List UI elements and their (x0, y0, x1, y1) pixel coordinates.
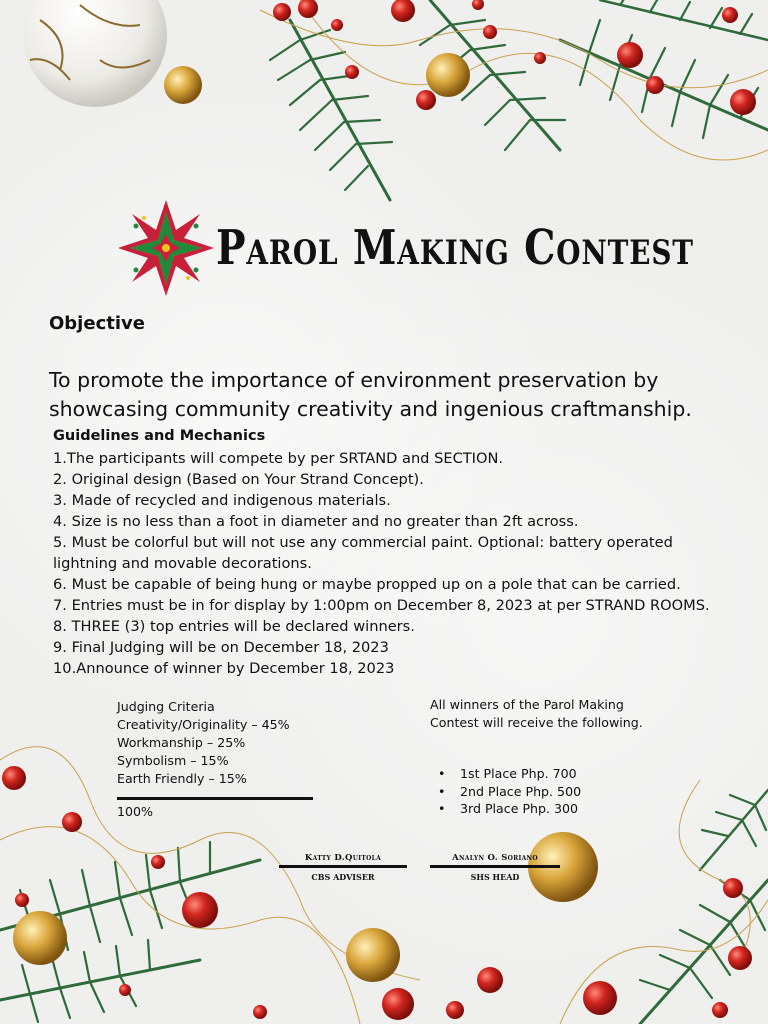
signatory-role: CBS ADVISER (311, 872, 375, 882)
guideline-item: 10.Announce of winner by December 18, 2023 (53, 660, 395, 677)
judging-heading: Judging Criteria (117, 699, 215, 714)
gold-ornament-icon (426, 53, 470, 97)
criterion-item: Workmanship – 25% (117, 735, 246, 750)
criteria-total: 100% (117, 804, 154, 819)
white-ornament-icon (23, 0, 167, 107)
criterion-item: Creativity/Originality – 45% (117, 717, 290, 732)
guideline-item: 6. Must be capable of being hung or maybe propped up on a pole that can be carried. (53, 576, 681, 593)
gold-ornament-icon (164, 66, 202, 104)
signatory-name: Katty D.Quitola (304, 853, 382, 863)
criterion-item: Symbolism – 15% (117, 753, 229, 768)
prizes-list (438, 765, 581, 818)
objective-heading: Objective (49, 313, 145, 334)
title-block (116, 198, 716, 298)
guideline-item: 3. Made of recycled and indigenous materials. (53, 492, 391, 509)
guideline-item: 7. Entries must be in for display by 1:00pm on December 8, 2023 at per STRAND ROOMS. (53, 597, 710, 614)
pine-branch-icon (0, 790, 768, 1024)
guideline-item: 5. Must be colorful but will not use any commercial paint. Optional: battery operated lightning and movable decorations. (53, 534, 673, 572)
parol-star-icon (116, 198, 216, 298)
guideline-item: 4. Size is no less than a foot in diameter and no greater than 2ft across. (53, 513, 579, 530)
guidelines-list (53, 448, 716, 679)
prize-item: • 3rd Place Php. 300 (438, 800, 581, 818)
objective-text: To promote the importance of environment preservation by showcasing community creativity and ingenious craftmanship. (49, 368, 692, 421)
signatory-name: Analyn O. Soriano (452, 853, 538, 863)
signature-line (279, 865, 407, 868)
total-divider (117, 797, 313, 800)
signature-line (430, 865, 560, 868)
guidelines-heading: Guidelines and Mechanics (53, 428, 266, 444)
signatory-role: SHS HEAD (470, 872, 520, 882)
guideline-item: 1.The participants will compete by per SRTAND and SECTION. (53, 450, 504, 467)
guideline-item: 9. Final Judging will be on December 18, 2023 (53, 639, 389, 656)
criterion-item: Earth Friendly – 15% (117, 771, 247, 786)
page-title: Parol Making Contest (216, 220, 694, 276)
signature-block-adviser (279, 853, 407, 882)
guideline-item: 8. THREE (3) top entries will be declared winners. (53, 618, 415, 635)
judging-criteria (117, 698, 290, 788)
guideline-item: 2. Original design (Based on Your Strand Concept). (53, 471, 424, 488)
prize-item: • 1st Place Php. 700 (438, 765, 581, 783)
signature-block-head (430, 853, 560, 882)
prizes-intro: All winners of the Parol Making Contest will receive the following. (430, 697, 643, 730)
prize-item: • 2nd Place Php. 500 (438, 783, 581, 801)
red-berries-icon (2, 766, 752, 1020)
